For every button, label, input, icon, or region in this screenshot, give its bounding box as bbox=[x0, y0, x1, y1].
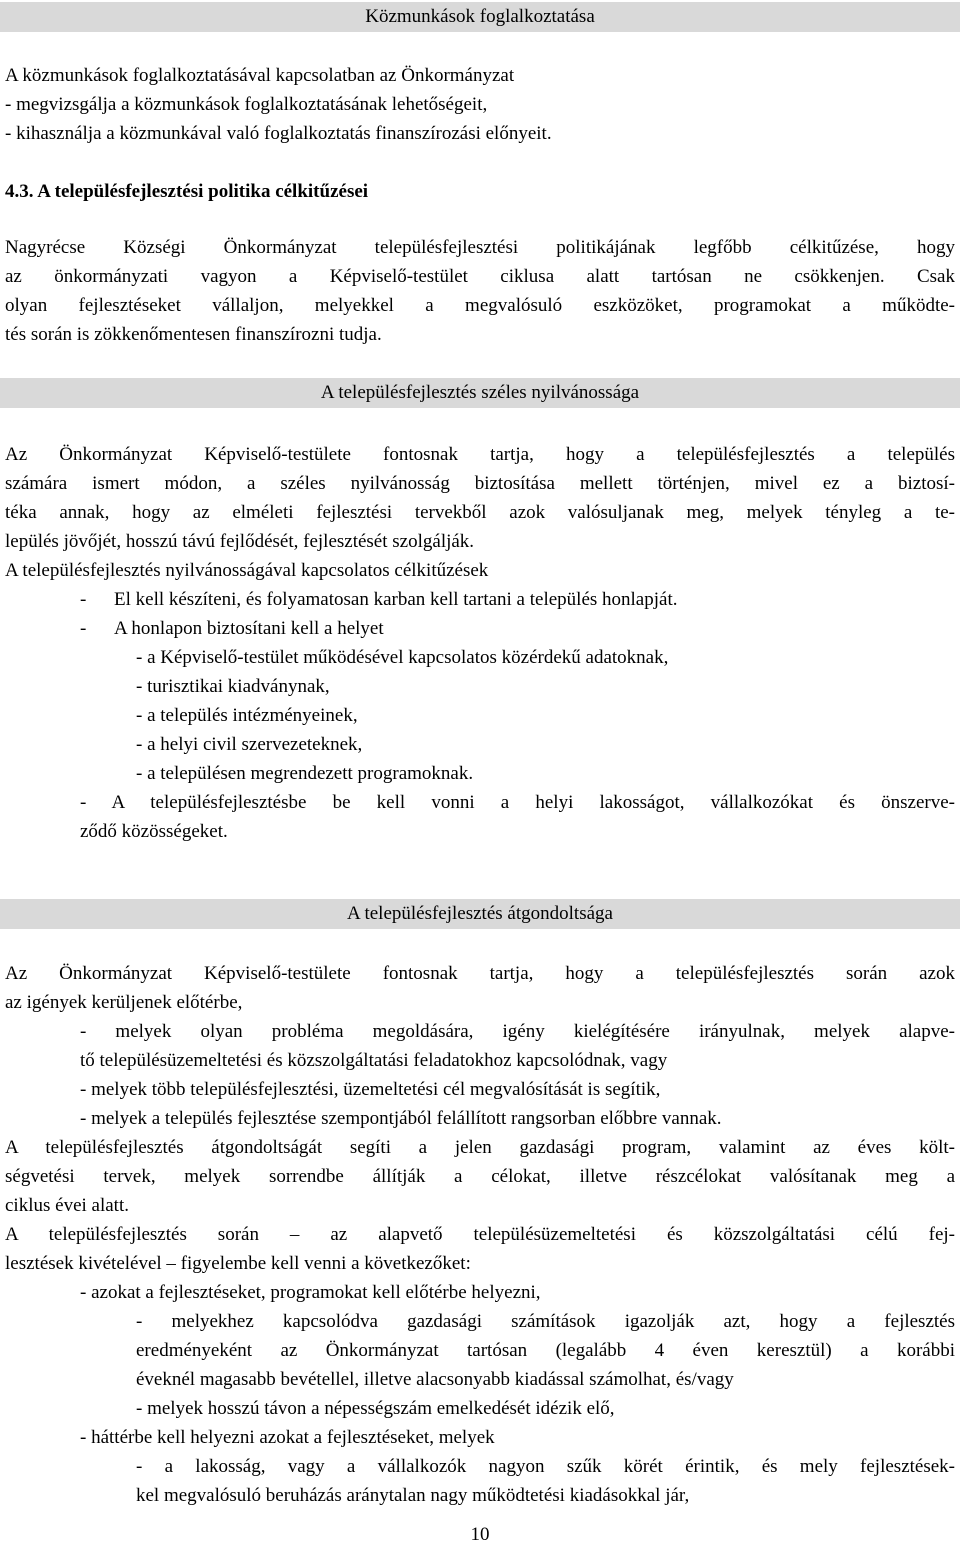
level2-item: - melyek hosszú távon a népességszám emelkedését idézik elő, bbox=[136, 1398, 615, 1419]
list-dash: - bbox=[80, 589, 87, 610]
sub-list-item: - a település intézményeinek, bbox=[136, 705, 358, 726]
politika-paragraph bbox=[5, 233, 955, 349]
level2-item-continuation: kel megvalósuló beruházás aránytalan nagy működtetési kiadásokkal jár, bbox=[136, 1485, 690, 1506]
kozmunkasok-item: - megvizsgálja a közmunkások foglalkoztatásának lehetőségeit, bbox=[5, 94, 488, 115]
paragraph-line: ségvetési tervek, melyek sorrendbe állítják a célokat, illetve részcélokat valósítanak meg a bbox=[5, 1166, 955, 1187]
level2-item: - melyekhez kapcsolódva gazdasági számítások igazolják azt, hogy a fejlesztés bbox=[136, 1311, 955, 1332]
sub-list-item: - turisztikai kiadványnak, bbox=[136, 676, 330, 697]
list-item-continuation: ződő közösségeket. bbox=[80, 821, 228, 842]
page-number: 10 bbox=[470, 1524, 490, 1545]
paragraph-line: az igények kerüljenek előtérbe, bbox=[5, 992, 243, 1013]
section-title-kozmunkasok: Közmunkások foglalkoztatása bbox=[0, 2, 960, 32]
level1-item: - háttérbe kell helyezni azokat a fejlesztéseket, melyek bbox=[80, 1427, 495, 1448]
paragraph-line: Az Önkormányzat Képviselő-testülete fontosnak tartja, hogy a településfejlesztés a település bbox=[5, 444, 955, 465]
list-intro: A településfejlesztés nyilvánosságával kapcsolatos célkitűzések bbox=[5, 560, 489, 581]
paragraph-line: Nagyrécse Községi Önkormányzat településfejlesztési politikájának legfőbb célkitűzése, hogy bbox=[5, 237, 955, 258]
list-item-continuation: tő településüzemeltetési és közszolgáltatási feladatokhoz kapcsolódnak, vagy bbox=[80, 1050, 668, 1071]
list-item: - melyek a település fejlesztése szempontjából felállított rangsorban előbbre vannak. bbox=[80, 1108, 722, 1129]
paragraph-line: ciklus évei alatt. bbox=[5, 1195, 129, 1216]
paragraph-line: Az Önkormányzat Képviselő-testülete fontosnak tartja, hogy a településfejlesztés során azok bbox=[5, 963, 955, 984]
list-item: - melyek több településfejlesztési, üzemeltetési cél megvalósítását is segítik, bbox=[80, 1079, 661, 1100]
paragraph-line: tés során is zökkenőmentesen finanszírozni tudja. bbox=[5, 324, 382, 345]
section-title-atgondoltsag: A településfejlesztés átgondoltsága bbox=[0, 899, 960, 929]
kozmunkasok-item: - kihasználja a közmunkával való foglalkoztatás finanszírozási előnyeit. bbox=[5, 123, 552, 144]
level2-item: - a lakosság, vagy a vállalkozók nagyon szűk körét érintik, és mely fejlesztések- bbox=[136, 1456, 955, 1477]
level2-item-continuation: eredményeként az Önkormányzat tartósan (legalább 4 éven keresztül) a korábbi bbox=[136, 1340, 955, 1361]
level1-item: - azokat a fejlesztéseket, programokat kell előtérbe helyezni, bbox=[80, 1282, 541, 1303]
level2-item-continuation: éveknél magasabb bevétellel, illetve alacsonyabb kiadással számolhat, és/vagy bbox=[136, 1369, 734, 1390]
list-dash: - bbox=[80, 618, 87, 639]
sub-list-item: - a helyi civil szervezeteknek, bbox=[136, 734, 363, 755]
kozmunkasok-intro: A közmunkások foglalkoztatásával kapcsolatban az Önkormányzat bbox=[5, 65, 515, 86]
paragraph-line: téka annak, hogy az elméleti fejlesztési tervekből azok valósuljanak meg, melyek tényleg a te- bbox=[5, 502, 955, 523]
sub-list-item: - a Képviselő-testület működésével kapcsolatos közérdekű adatoknak, bbox=[136, 647, 669, 668]
paragraph-line: lesztések kivételével – figyelembe kell venni a következőket: bbox=[5, 1253, 471, 1274]
list-item bbox=[5, 585, 955, 614]
list-item bbox=[5, 614, 955, 643]
paragraph-line: olyan fejlesztéseket vállaljon, melyekkel a megvalósuló eszközöket, programokat a működte- bbox=[5, 295, 955, 316]
list-item-text: El kell készíteni, és folyamatosan karban kell tartani a település honlapját. bbox=[114, 589, 678, 610]
atgondoltsag-block bbox=[5, 959, 955, 1510]
paragraph-line: A településfejlesztés során – az alapvető településüzemeltetési és közszolgáltatási célú fej- bbox=[5, 1224, 955, 1245]
paragraph-line: A településfejlesztés átgondoltságát segíti a jelen gazdasági program, valamint az éves költ- bbox=[5, 1137, 955, 1158]
paragraph-line: az önkormányzati vagyon a Képviselő-testület ciklusa alatt tartósan ne csökkenjen. Csak bbox=[5, 266, 955, 287]
nyilvanossag-paragraph bbox=[5, 440, 955, 846]
paragraph-line: lepülés jövőjét, hosszú távú fejlődését, fejlesztését szolgálják. bbox=[5, 531, 475, 552]
sub-list-item: - a településen megrendezett programoknak. bbox=[136, 763, 474, 784]
list-item-text: A honlapon biztosítani kell a helyet bbox=[114, 618, 384, 639]
paragraph-line: számára ismert módon, a széles nyilvánosság biztosítása mellett történjen, mivel ez a biztosí- bbox=[5, 473, 955, 494]
section-heading-4-3: 4.3. A településfejlesztési politika célkitűzései bbox=[5, 181, 369, 202]
kozmunkasok-block bbox=[5, 61, 552, 148]
list-item: - A településfejlesztésbe be kell vonni a helyi lakosságot, vállalkozókat és önszerve- bbox=[80, 792, 955, 813]
section-title-nyilvanossag: A településfejlesztés széles nyilvánossága bbox=[0, 378, 960, 408]
list-item: - melyek olyan probléma megoldására, igény kielégítésére irányulnak, melyek alapve- bbox=[80, 1021, 955, 1042]
